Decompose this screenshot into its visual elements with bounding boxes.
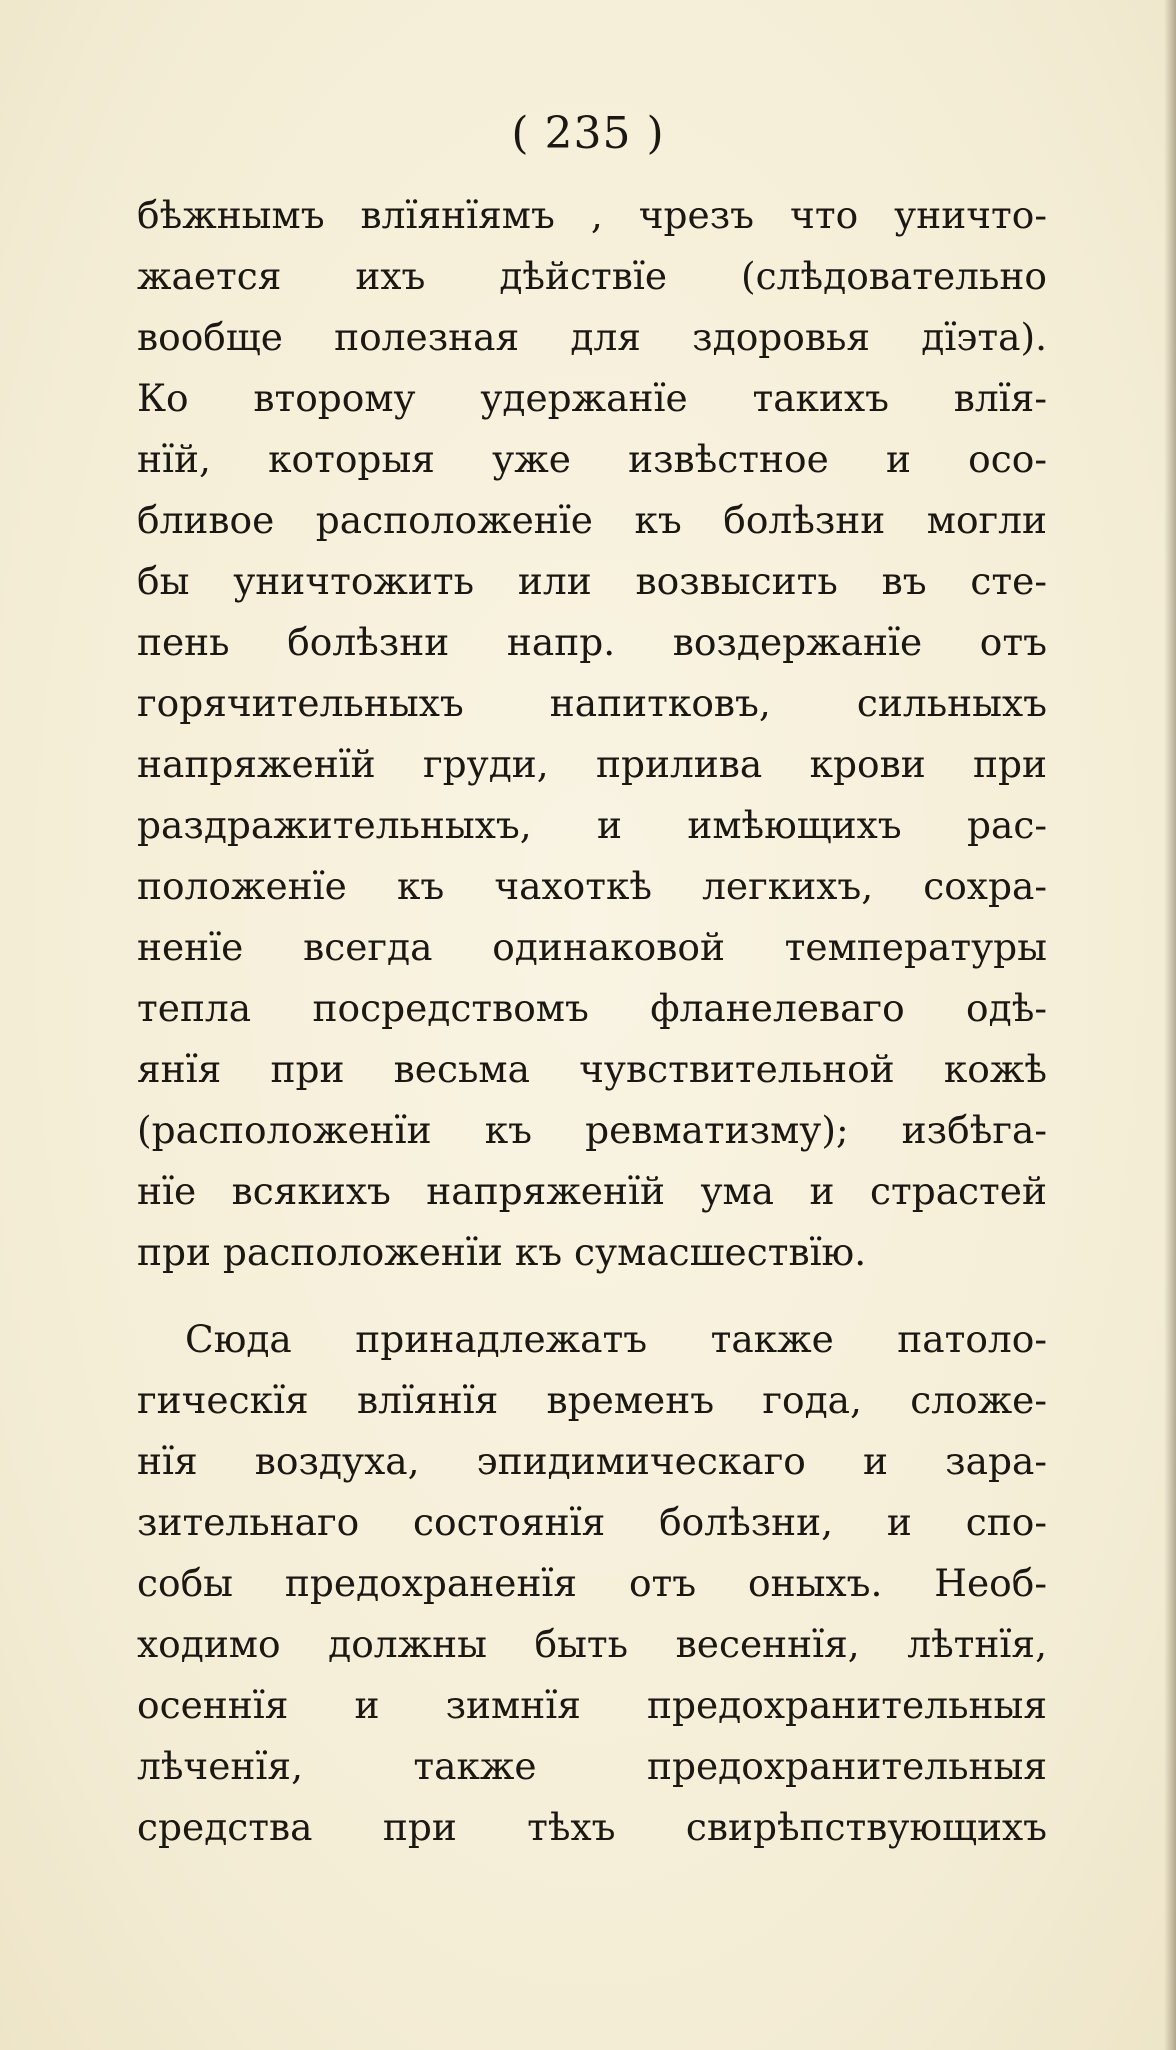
text-line: пень болѣзни напр. воздержанїе отъ	[137, 620, 1047, 664]
text-line: лѣченїя, также предохранительныя	[137, 1744, 1047, 1788]
text-line: ненїе всегда одинаковой температуры	[137, 925, 1047, 969]
text-line: бливое расположенїе къ болѣзни могли	[137, 498, 1047, 542]
text-line: Сюда принадлежатъ также патоло-	[185, 1317, 1047, 1361]
paragraph-1	[137, 185, 1047, 1283]
paragraph-2	[137, 1309, 1047, 1858]
text-line: бы уничтожить или возвысить въ сте-	[137, 559, 1047, 603]
paragraph-gap	[137, 1283, 1047, 1309]
text-line: ходимо должны быть весеннїя, лѣтнїя,	[137, 1622, 1047, 1666]
text-line: (расположенїи къ ревматизму); избѣга-	[137, 1108, 1047, 1152]
text-line: средства при тѣхъ свирѣпствующихъ	[137, 1805, 1047, 1849]
text-line: нїе всякихъ напряженїй ума и страстей	[137, 1169, 1047, 1213]
text-line: жается ихъ дѣйствїе (слѣдовательно	[137, 254, 1047, 298]
text-line: вообще полезная для здоровья дїэта).	[137, 315, 1047, 359]
text-line: при расположенїи къ сумасшествїю.	[137, 1230, 867, 1274]
text-line: напряженїй груди, прилива крови при	[137, 742, 1047, 786]
body-text	[137, 185, 1047, 1858]
text-line: собы предохраненїя отъ оныхъ. Необ-	[137, 1561, 1047, 1605]
text-line: зительнаго состоянїя болѣзни, и спо-	[137, 1500, 1047, 1544]
text-line: горячительныхъ напитковъ, сильныхъ	[137, 681, 1047, 725]
text-line: осеннїя и зимнїя предохранительныя	[137, 1683, 1047, 1727]
page-number: ( 235 )	[511, 108, 665, 159]
text-line: тепла посредствомъ фланелеваго одѣ-	[137, 986, 1047, 1030]
text-line: гическїя влїянїя временъ года, сложе-	[137, 1378, 1047, 1422]
text-line: Ко второму удержанїе такихъ влїя-	[137, 376, 1047, 420]
page-edge-shadow	[1164, 0, 1176, 2050]
text-line: положенїе къ чахоткѣ легкихъ, сохра-	[137, 864, 1047, 908]
text-line: янїя при весьма чувствительной кожѣ	[137, 1047, 1047, 1091]
text-line: нїй, которыя уже извѣстное и осо-	[137, 437, 1047, 481]
text-line: нїя воздуха, эпидимическаго и зара-	[137, 1439, 1047, 1483]
text-line: раздражительныхъ, и имѣющихъ рас-	[137, 803, 1047, 847]
text-line: бѣжнымъ влїянїямъ , чрезъ что уничто-	[137, 193, 1047, 237]
